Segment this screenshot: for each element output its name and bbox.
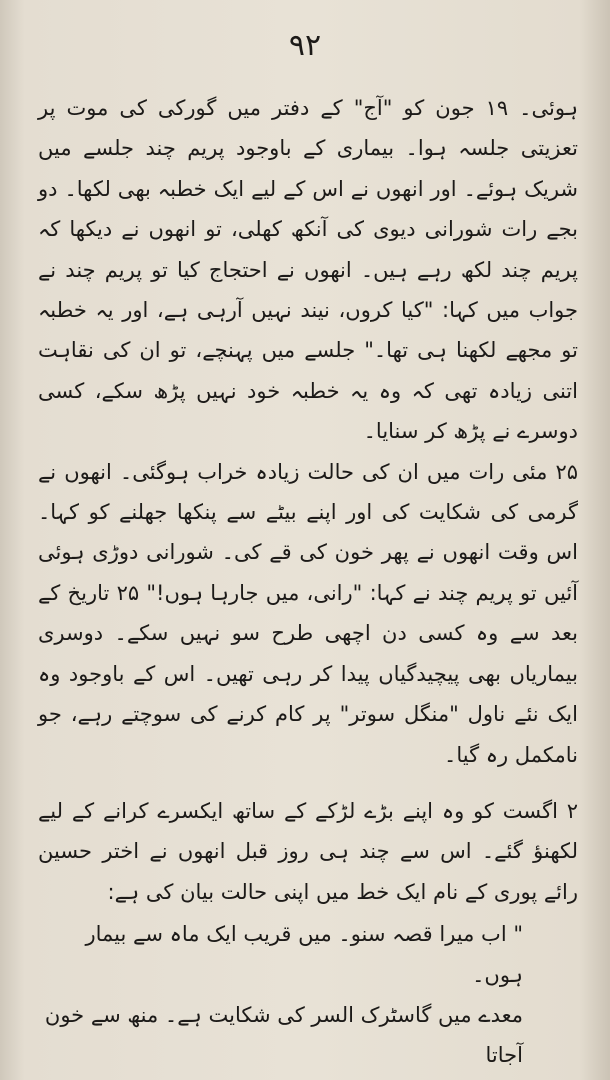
quote-line: " اب میرا قصہ سنو۔ میں قریب ایک ماہ سے بیمار ہوں۔ (85, 922, 523, 987)
quote-line: معدے میں گاسٹرک السر کی شکایت ہے۔ منھ سے خون آجاتا (44, 1002, 523, 1068)
paragraph-3: ۲ اگست کو وہ اپنے بڑے لڑکے کے ساتھ ایکسرے کرانے کے لیے لکھنؤ گئے۔ اس سے چند ہی روز قبل انھوں نے اختر حسین رائے پوری کے نام ایک خط میں اپنی حالت بیان کی ہے: (38, 798, 578, 904)
paragraph-2: ۲۵ مئی رات میں ان کی حالت زیادہ خراب ہوگئی۔ انھوں نے گرمی کی شکایت کی اور اپنے بیٹے سے پنکھا جھلنے کو کہا۔ اس وقت انھوں نے پھر خون کی قے کی۔ شورانی دوڑی ہوئی آئیں تو پریم چند نے کہا: "رانی، میں جارہا ہوں!" ۲۵ تاریخ کے بعد سے وہ کسی دن اچھی طرح سو نہیں سکے۔ دوسری بیماریاں بھی پیچیدگیاں پیدا کر رہی تھیں۔ اس کے باوجود وہ ایک نئے ناول "منگل سوتر" پر کام کرنے کی سوچتے رہے، جو نامکمل رہ گیا۔ (38, 459, 578, 767)
page-body (38, 88, 578, 1076)
paragraph-1: ہوئی۔ ۱۹ جون کو "آج" کے دفتر میں گورکی کی موت پر تعزیتی جلسہ ہوا۔ بیماری کے باوجود پریم چند جلسے میں شریک ہوئے۔ اور انھوں نے اس کے لیے ایک خطبہ بھی لکھا۔ دو بجے رات شورانی دیوی کی آنکھ کھلی، تو انھوں نے دیکھا کہ پریم چند لکھ رہے ہیں۔ انھوں نے احتجاج کیا تو پریم چند نے جواب میں کہا: "کیا کروں، نیند نہیں آرہی ہے، اور یہ خطبہ تو مجھے لکھنا ہی تھا۔" جلسے میں پہنچے، تو ان کی نقاہت اتنی زیادہ تھی کہ وہ یہ خطبہ خود نہیں پڑھ سکے، کسی دوسرے نے پڑھ کر سنایا۔ (38, 96, 578, 444)
page-number: ۹۲ (288, 28, 322, 63)
letter-quote (38, 914, 578, 1076)
